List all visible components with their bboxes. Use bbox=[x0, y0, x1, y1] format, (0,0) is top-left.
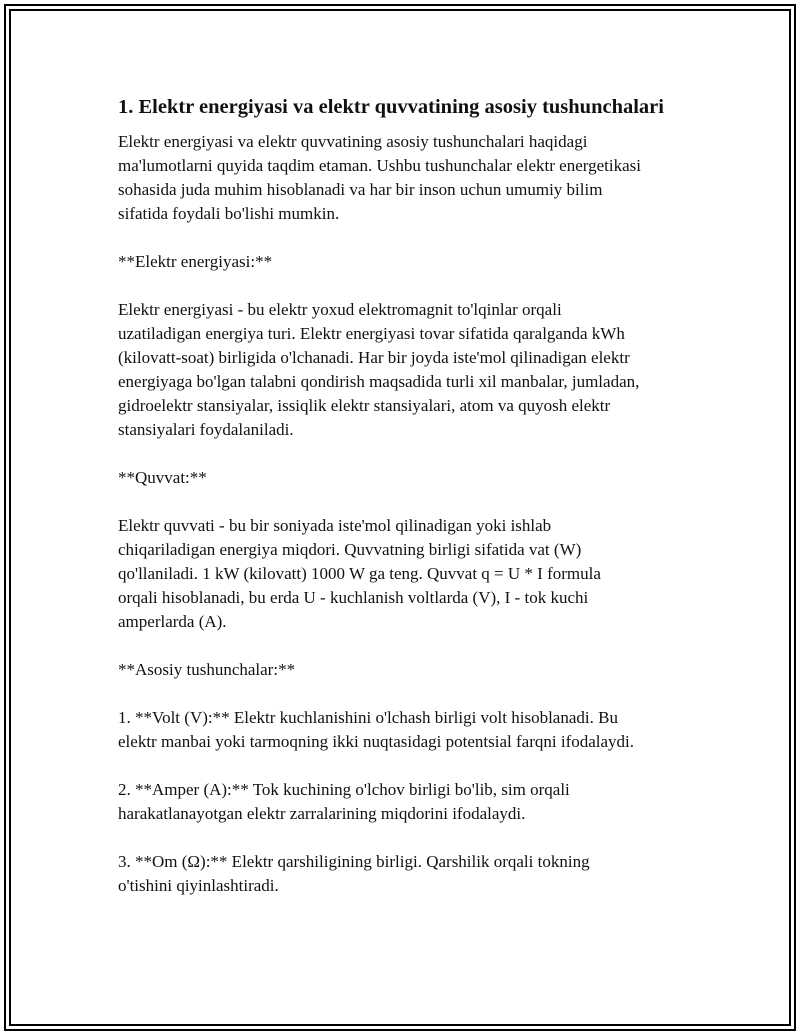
heading-quvvat bbox=[118, 466, 708, 490]
list-item-om bbox=[118, 850, 708, 898]
text-line: **Elektr energiyasi:** bbox=[118, 252, 273, 271]
text-line: Elektr energiyasi - bu elektr yoxud elektromagnit to'lqinlar orqali bbox=[118, 300, 562, 319]
paragraph-intro bbox=[118, 130, 708, 226]
text-line: Elektr energiyasi va elektr quvvatining asosiy tushunchalari haqidagi bbox=[118, 132, 588, 151]
text-line: **Asosiy tushunchalar:** bbox=[118, 660, 296, 679]
text-line: sohasida juda muhim hisoblanadi va har bir inson uchun umumiy bilim bbox=[118, 180, 603, 199]
text-line: **Quvvat:** bbox=[118, 468, 207, 487]
document-title: 1. Elektr energiyasi va elektr quvvatining asosiy tushunchalari bbox=[118, 96, 664, 118]
text-line: sifatida foydali bo'lishi mumkin. bbox=[118, 204, 340, 223]
heading-elektr-energiyasi bbox=[118, 250, 708, 274]
text-line: elektr manbai yoki tarmoqning ikki nuqtasidagi potentsial farqni ifodalaydi. bbox=[118, 732, 635, 751]
text-line: amperlarda (A). bbox=[118, 612, 227, 631]
text-line: 1. **Volt (V):** Elektr kuchlanishini o'lchash birligi volt hisoblanadi. Bu bbox=[118, 708, 618, 727]
list-item-amper bbox=[118, 778, 708, 826]
text-line: 3. **Om (Ω):** Elektr qarshiligining birligi. Qarshilik orqali tokning bbox=[118, 852, 590, 871]
text-line: harakatlanayotgan elektr zarralarining miqdorini ifodalaydi. bbox=[118, 804, 526, 823]
heading-asosiy-tushunchalar bbox=[118, 658, 708, 682]
paragraph-elektr-energiyasi bbox=[118, 298, 708, 442]
text-line: stansiyalari foydalaniladi. bbox=[118, 420, 294, 439]
text-line: orqali hisoblanadi, bu erda U - kuchlanish voltlarda (V), I - tok kuchi bbox=[118, 588, 589, 607]
text-line: energiyaga bo'lgan talabni qondirish maqsadida turli xil manbalar, jumladan, bbox=[118, 372, 640, 391]
text-line: qo'llaniladi. 1 kW (kilovatt) 1000 W ga teng. Quvvat q = U * I formula bbox=[118, 564, 601, 583]
text-line: (kilovatt-soat) birligida o'lchanadi. Har bir joyda iste'mol qilinadigan elektr bbox=[118, 348, 630, 367]
text-line: Elektr quvvati - bu bir soniyada iste'mol qilinadigan yoki ishlab bbox=[118, 516, 552, 535]
document-body bbox=[118, 94, 708, 922]
paragraph-quvvat bbox=[118, 514, 708, 634]
text-line: chiqariladigan energiya miqdori. Quvvatning birligi sifatida vat (W) bbox=[118, 540, 582, 559]
text-line: gidroelektr stansiyalar, issiqlik elektr stansiyalari, atom va quyosh elektr bbox=[118, 396, 611, 415]
text-line: ma'lumotlarni quyida taqdim etaman. Ushbu tushunchalar elektr energetikasi bbox=[118, 156, 641, 175]
text-line: uzatiladigan energiya turi. Elektr energiyasi tovar sifatida qaralganda kWh bbox=[118, 324, 625, 343]
text-line: 2. **Amper (A):** Tok kuchining o'lchov birligi bo'lib, sim orqali bbox=[118, 780, 570, 799]
text-line: o'tishini qiyinlashtiradi. bbox=[118, 876, 279, 895]
list-item-volt bbox=[118, 706, 708, 754]
